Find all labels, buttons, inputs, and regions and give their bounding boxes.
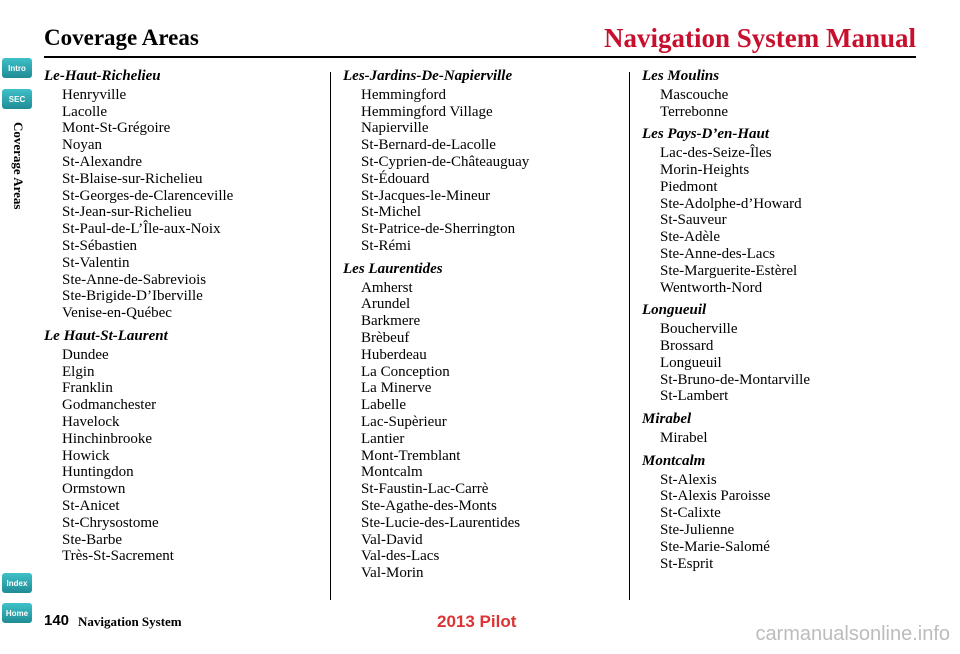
region-name: Les-Jardins-De-Napierville — [343, 68, 513, 84]
city-item: Mont-St-Grégoire — [62, 120, 171, 137]
city-item: Godmanchester — [62, 397, 157, 414]
city-item: Ste-Lucie-des-Laurentides — [361, 514, 521, 531]
city-item: St-Blaise-sur-Richelieu — [62, 170, 203, 187]
city-item: St-Cyprien-de-Châteauguay — [361, 153, 530, 170]
city-item: Ste-Anne-de-Sabreviois — [62, 271, 207, 288]
city-item: Ste-Adèle — [660, 229, 720, 246]
city-item: Lac-Supèrieur — [361, 413, 447, 430]
index-tab[interactable]: Index — [2, 573, 32, 593]
city-item: St-Calixte — [660, 505, 721, 522]
city-item: Venise-en-Québec — [62, 305, 172, 322]
city-item: Dundee — [62, 346, 109, 363]
city-item: St-Sauveur — [660, 212, 727, 229]
region-name: Longueuil — [642, 302, 707, 319]
city-item: Montcalm — [361, 464, 423, 481]
city-item: St-Alexis — [660, 471, 717, 488]
city-item: Ste-Anne-des-Lacs — [660, 245, 775, 262]
column-divider — [629, 72, 630, 600]
city-item: St-Alexandre — [62, 153, 142, 170]
home-tab[interactable]: Home — [2, 603, 32, 623]
city-item: Piedmont — [660, 178, 718, 195]
city-item: Ormstown — [62, 481, 126, 498]
intro-tab[interactable]: Intro — [2, 58, 32, 78]
section-title: Coverage Areas — [44, 25, 199, 50]
region-block — [642, 68, 932, 120]
region-block — [642, 411, 932, 447]
city-item: Franklin — [62, 380, 113, 397]
city-item: Val-David — [361, 531, 423, 548]
city-item: Amherst — [361, 279, 413, 296]
city-item: Ste-Julienne — [660, 521, 735, 538]
city-item: Huberdeau — [361, 346, 427, 363]
city-item: Napierville — [361, 120, 429, 137]
city-item: Ste-Marie-Salomé — [660, 538, 770, 555]
city-item: Huntingdon — [62, 464, 134, 481]
city-item: Mont-Tremblant — [361, 447, 461, 464]
column-3 — [642, 68, 932, 578]
city-item: St-Paul-de-L’Île-aux-Noix — [62, 221, 221, 238]
region-block — [343, 68, 627, 255]
region-name: Le-Haut-Richelieu — [44, 68, 161, 84]
city-item: Terrebonne — [660, 103, 729, 120]
city-item: Barkmere — [361, 313, 421, 330]
city-item: St-Alexis Paroisse — [660, 488, 771, 505]
city-item: La Conception — [361, 363, 450, 380]
city-item: Lac-des-Seize-Îles — [660, 145, 772, 162]
city-item: St-Sébastien — [62, 237, 137, 254]
city-item: Havelock — [62, 413, 120, 430]
city-item: Brossard — [660, 337, 714, 354]
region-name: Les Laurentides — [343, 260, 443, 277]
city-item: Hemmingford Village — [361, 103, 493, 120]
region-block — [642, 302, 932, 405]
region-block — [642, 453, 932, 573]
region-name: Montcalm — [642, 452, 706, 469]
city-item: Lacolle — [62, 103, 107, 120]
city-item: Hinchinbrooke — [62, 430, 152, 447]
city-item: Ste-Adolphe-d’Howard — [660, 195, 802, 212]
city-item: St-Michel — [361, 204, 421, 221]
city-item: Mascouche — [660, 86, 729, 103]
city-item: Wentworth-Nord — [660, 279, 763, 296]
city-item: Henryville — [62, 86, 127, 103]
city-item: Val-Morin — [361, 565, 424, 582]
city-item: St-Valentin — [62, 254, 130, 271]
city-item: Longueuil — [660, 354, 722, 371]
city-item: St-Esprit — [660, 555, 714, 572]
region-block — [343, 261, 627, 582]
header-divider — [44, 56, 916, 58]
sec-tab[interactable]: SEC — [2, 89, 32, 109]
city-item: Ste-Barbe — [62, 531, 122, 548]
city-item: Noyan — [62, 137, 102, 154]
city-item: Arundel — [361, 296, 411, 313]
city-item: St-Édouard — [361, 170, 430, 187]
city-item: Ste-Brigide-D’Iberville — [62, 288, 203, 305]
city-item: St-Patrice-de-Sherrington — [361, 221, 516, 238]
city-item: La Minerve — [361, 380, 432, 397]
city-item: Ste-Agathe-des-Monts — [361, 497, 497, 514]
region-block — [44, 68, 328, 322]
region-name: Les Moulins — [642, 68, 720, 84]
column-divider — [330, 72, 331, 600]
side-section-label: Coverage Areas — [11, 122, 26, 210]
city-item: St-Jean-sur-Richelieu — [62, 204, 192, 221]
city-item: St-Lambert — [660, 388, 729, 405]
city-item: Boucherville — [660, 321, 738, 338]
city-item: Hemmingford — [361, 86, 446, 103]
vehicle-model: 2013 Pilot — [437, 612, 517, 631]
city-item: St-Bruno-de-Montarville — [660, 371, 810, 388]
city-item: St-Anicet — [62, 497, 120, 514]
region-name: Mirabel — [642, 411, 692, 428]
city-item: St-Rémi — [361, 237, 412, 254]
city-item: Labelle — [361, 397, 406, 414]
city-item: Lantier — [361, 430, 405, 447]
city-item: Morin-Heights — [660, 161, 750, 178]
footer-system-label: Navigation System — [78, 614, 182, 629]
city-item: Howick — [62, 447, 110, 464]
watermark: carmanualsonline.info — [755, 623, 950, 645]
city-item: Mirabel — [660, 429, 708, 446]
manual-title: Navigation System Manual — [603, 23, 916, 53]
city-item: Val-des-Lacs — [361, 548, 440, 565]
city-item: St-Georges-de-Clarenceville — [62, 187, 234, 204]
city-item: St-Jacques-le-Mineur — [361, 187, 491, 204]
city-item: St-Faustin-Lac-Carrè — [361, 481, 489, 498]
city-item: St-Chrysostome — [62, 514, 159, 531]
region-block — [642, 126, 932, 296]
page-number: 140 — [44, 612, 70, 629]
city-item: Elgin — [62, 363, 95, 380]
column-1 — [44, 68, 328, 571]
column-2 — [343, 68, 627, 588]
region-name: Le Haut-St-Laurent — [44, 327, 168, 344]
city-item: Ste-Marguerite-Estèrel — [660, 262, 798, 279]
region-block — [44, 328, 328, 565]
city-item: Très-St-Sacrement — [62, 548, 174, 565]
city-item: St-Bernard-de-Lacolle — [361, 137, 496, 154]
city-item: Brèbeuf — [361, 329, 410, 346]
region-name: Les Pays-D’en-Haut — [642, 126, 770, 143]
